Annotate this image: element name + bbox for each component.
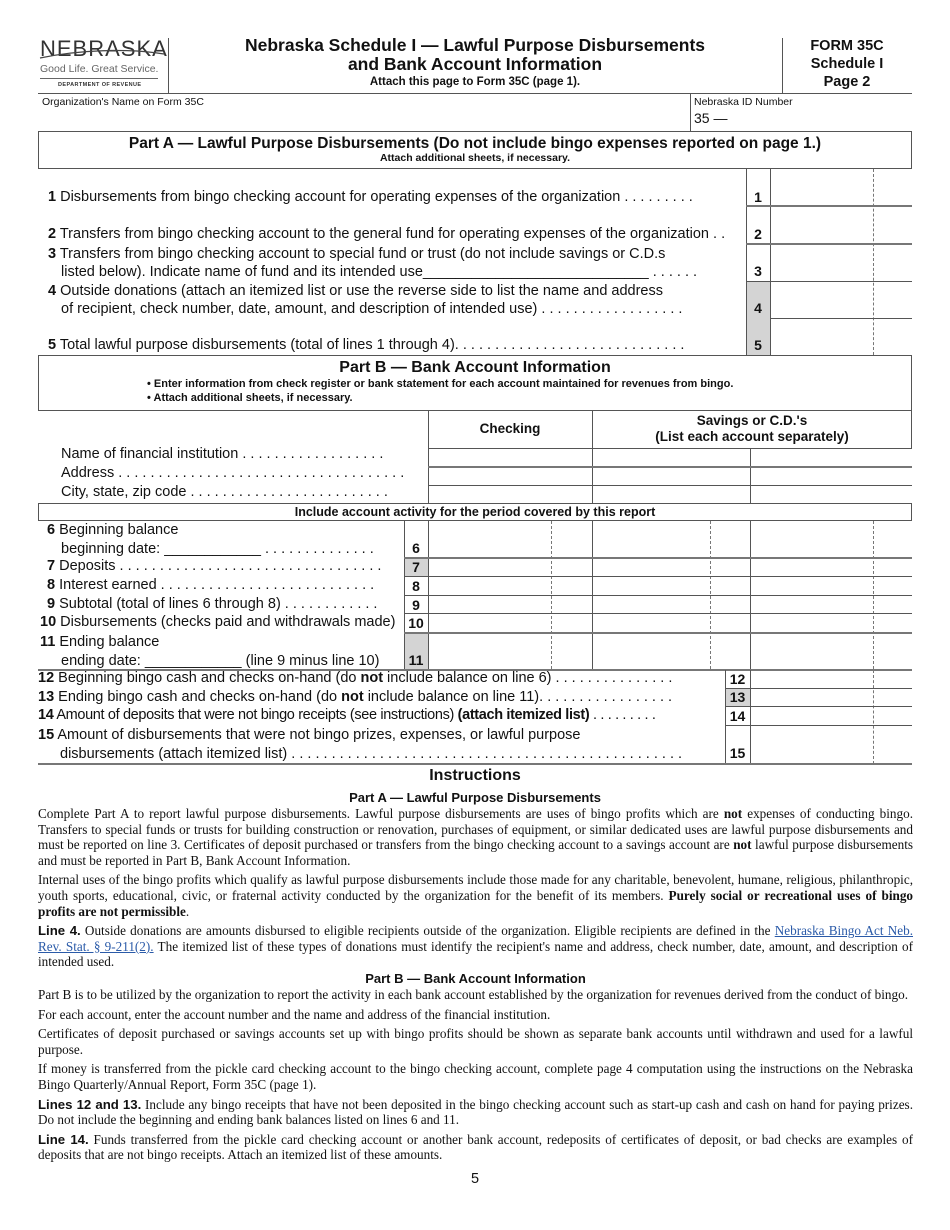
form-id-block [782, 37, 912, 91]
line-8-savings2-field[interactable] [751, 577, 911, 595]
line-8-checking-field[interactable] [429, 577, 591, 595]
nebraska-logo [38, 36, 166, 92]
line-7-checking-field[interactable] [429, 559, 591, 576]
line-5-amount-field[interactable] [771, 319, 911, 355]
savings2-institution-field[interactable] [751, 449, 911, 466]
nebraska-id-prefix: 35 — [694, 110, 728, 126]
activity-line-7: 7 Deposits . . . . . . . . . . . . . . . . . . . . . . . . . . . . . . . . . [47, 558, 382, 574]
line-12-text: 12 Beginning bingo cash and checks on-hand (do not include balance on line 6) . . . . . . . . . . . . . . . [38, 670, 673, 686]
line-4-amount-field[interactable] [771, 282, 911, 318]
info-label-institution: Name of financial institution . . . . . . . . . . . . . . . . . . [61, 446, 384, 462]
instr-line-4-para: Line 4. Outside donations are amounts disbursed to eligible recipients outside of the organization. Eligible recipients are defined in the Nebraska Bingo Act Neb. Rev. Stat. § 9-211(2). The itemized list of these types of donations must identify the recipient's name and address, check number, date, amount, and description of intended used. [38, 923, 913, 970]
line-9-number: 9 [412, 597, 420, 613]
line-12-number: 12 [729, 671, 746, 687]
activity-line-8: 8 Interest earned . . . . . . . . . . . . . . . . . . . . . . . . . . . [47, 577, 375, 593]
form-number: FORM 35C [810, 38, 884, 54]
form-title [170, 36, 780, 74]
instr-line-14-para: Line 14. Funds transferred from the pickle card checking account or another bank account, redeposits of certificates of deposit, or bad checks are examples of deposits that are not bingo receipts. Attach an itemized list of these amounts. [38, 1131, 913, 1163]
line-7-savings2-field[interactable] [751, 559, 911, 576]
line-9-savings2-field[interactable] [751, 596, 911, 613]
line-14-number: 14 [729, 708, 746, 724]
line-15-amount-field[interactable] [751, 726, 911, 763]
part-b-bullet-2: • Attach additional sheets, if necessary. [147, 392, 353, 404]
part-a-title: Part A — Lawful Purpose Disbursements (Do not include bingo expenses reported on page 1.) [128, 135, 822, 152]
line-8-number: 8 [412, 578, 420, 594]
line-6-number: 6 [412, 540, 420, 556]
instructions-body [38, 806, 913, 1167]
part-a-line-1: 1 Disbursements from bingo checking account for operating expenses of the organization . . . . . . . . . [48, 189, 693, 205]
instr-lines-12-13-para: Lines 12 and 13. Include any bingo receipts that have not been deposited in the bingo checking account such as start-up cash and cash on hand for paying prizes. Do not include the beginning and ending bank balances listed on lines 6 and 11. [38, 1096, 913, 1128]
line-6-savings1-field[interactable] [593, 522, 749, 557]
savings1-address-field[interactable] [593, 468, 749, 485]
line-11-number: 11 [408, 652, 424, 668]
savings2-city-field[interactable] [751, 486, 911, 504]
line-13-amount-field[interactable] [751, 689, 911, 706]
info-label-address: Address . . . . . . . . . . . . . . . . . . . . . . . . . . . . . . . . . . . . [61, 465, 405, 481]
line-4-number: 4 [754, 300, 762, 316]
part-b-title: Part B — Bank Account Information [339, 359, 611, 376]
line-3-amount-field[interactable] [771, 245, 911, 281]
savings1-city-field[interactable] [593, 486, 749, 504]
instr-part-a-para-2: Internal uses of the bingo profits which qualify as lawful purpose disbursements include those made for any charitable, benevolent, humane, religious, philanthropic, youth sports, educational, civic, or fraternal activity conducted by the organization for the benefit of its members. Purely social or recreational uses of bingo profits are not permissible. [38, 872, 914, 919]
logo-wordmark: NEBRASKA [40, 36, 168, 61]
part-b-bullet-1: • Enter information from check register or bank statement for each account maintained for revenues from bingo. [147, 378, 734, 390]
part-a-line-2: 2 Transfers from bingo checking account to the general fund for operating expenses of the organization . . [48, 226, 726, 242]
instructions-title: Instructions [429, 767, 521, 784]
org-name-field[interactable] [40, 108, 686, 130]
form-title-line2: and Bank Account Information [347, 54, 603, 74]
schedule-label: Schedule I [810, 56, 884, 72]
line-9-savings1-field[interactable] [593, 596, 749, 613]
line-15-number: 15 [729, 745, 746, 761]
line-5-number: 5 [754, 337, 762, 353]
line-8-savings1-field[interactable] [593, 577, 749, 595]
checking-city-field[interactable] [429, 486, 591, 504]
activity-line-9: 9 Subtotal (total of lines 6 through 8) . . . . . . . . . . . . [47, 596, 378, 612]
line-7-savings1-field[interactable] [593, 559, 749, 576]
activity-line-11: 11 Ending balance ending date: ____________ (line 9 minus line 10) [40, 634, 380, 669]
col-header-savings: Savings or C.D.'s (List each account separately) [655, 413, 849, 444]
part-b-header [38, 355, 912, 411]
instructions-part-a-heading: Part A — Lawful Purpose Disbursements [349, 790, 601, 805]
instr-part-b-para-2: For each account, enter the account number and the name and address of the financial institution. [38, 1006, 551, 1022]
line-10-savings2-field[interactable] [751, 614, 911, 632]
line-11-savings2-field[interactable] [751, 634, 911, 669]
line-12-amount-field[interactable] [751, 671, 911, 688]
col-header-checking: Checking [479, 421, 541, 436]
line-9-checking-field[interactable] [429, 596, 591, 613]
activity-line-6: 6 Beginning balance beginning date: ____________ . . . . . . . . . . . . . . [47, 522, 374, 557]
page-number: 5 [470, 1171, 480, 1187]
instr-part-b-para-4: If money is transferred from the pickle card checking account to the bingo checking account, complete page 4 computation using the instructions on the Nebraska Bingo Quarterly/Annual Report, Form 35C (page 1). [38, 1061, 913, 1092]
line-6-savings2-field[interactable] [751, 522, 911, 557]
line-10-savings1-field[interactable] [593, 614, 749, 632]
instr-part-b-para-3: Certificates of deposit purchased or savings accounts set up with bingo profits should be shown as separate bank accounts until withdrawn and used for a lawful purpose. [38, 1026, 913, 1057]
logo-tagline: Good Life. Great Service. [40, 63, 159, 75]
instr-part-b-para-1: Part B is to be utilized by the organization to report the activity in each bank account established by the organization for revenues derived from the conduct of bingo. [38, 986, 908, 1002]
line-1-amount-field[interactable] [771, 170, 911, 205]
savings2-address-field[interactable] [751, 468, 911, 485]
line-13-number: 13 [729, 689, 746, 705]
line-15-text: 15 Amount of disbursements that were not bingo prizes, expenses, or lawful purpose disbursements (attach itemized list) . . . . . . . . . . . . . . . . . . . . . . . . . . . . . . . . . . . . . . . . . . . . . . . . . [38, 727, 683, 762]
nebraska-bingo-act-link[interactable]: Nebraska Bingo Act Neb. Rev. Stat. § 9-211(2). [38, 923, 913, 954]
form-title-line1: Nebraska Schedule I — Lawful Purpose Disbursements [245, 35, 705, 55]
logo-department: DEPARTMENT OF REVENUE [58, 82, 142, 88]
part-a-line-3: 3 Transfers from bingo checking account to special fund or trust (do not include savings or C.D.s listed below). Indicate name of fund and its intended use____________________________ . . . . . . [48, 246, 698, 280]
instr-part-a-para-1: Complete Part A to report lawful purpose disbursements. Lawful purpose disbursements are uses of bingo profits which are not expenses of conducting bingo. Transfers to special funds or trusts for building construction or renovation, purchases of equipment, or similar dedicated uses are lawful purpose disbursements and must be reported on line 3. Certificates of deposit purchased or transfers from the bingo checking account to a savings account are not lawful purpose disbursements and must be reported in Part B, Bank Account Information. [38, 806, 913, 868]
part-a-header [38, 131, 912, 169]
line-14-text: 14 Amount of deposits that were not bingo receipts (see instructions) (attach itemized list) . . . . . . . . . [38, 707, 656, 723]
nebraska-id-label: Nebraska ID Number [694, 96, 793, 108]
nebraska-id-field[interactable] [730, 108, 910, 130]
line-11-savings1-field[interactable] [593, 634, 749, 669]
savings1-institution-field[interactable] [593, 449, 749, 466]
instructions-part-b-heading: Part B — Bank Account Information [365, 970, 586, 986]
line-14-amount-field[interactable] [751, 707, 911, 725]
page-label: Page 2 [823, 74, 871, 90]
part-a-subtitle: Attach additional sheets, if necessary. [379, 152, 571, 164]
part-a-line-5: 5 Total lawful purpose disbursements (total of lines 1 through 4). . . . . . . . . . . . . . . . . . . . . . . . . . . . . [48, 337, 685, 353]
checking-address-field[interactable] [429, 468, 591, 485]
activity-header: Include account activity for the period covered by this report [38, 503, 912, 521]
activity-line-10: 10 Disbursements (checks paid and withdrawals made) [40, 614, 396, 630]
line-7-number: 7 [412, 559, 420, 575]
line-11-checking-field[interactable] [429, 634, 591, 669]
info-label-city: City, state, zip code . . . . . . . . . . . . . . . . . . . . . . . . . [61, 484, 388, 500]
line-3-number: 3 [754, 263, 762, 279]
line-2-number: 2 [754, 226, 762, 242]
part-a-line-4: 4 Outside donations (attach an itemized list or use the reverse side to list the name and address of recipient, check number, date, amount, and description of intended use) . . . . . . . . . . . . . . . . . . [48, 283, 683, 317]
logo-swoosh-icon [38, 46, 166, 60]
line-6-checking-field[interactable] [429, 522, 591, 557]
form-subtitle: Attach this page to Form 35C (page 1). [369, 76, 581, 88]
line-10-checking-field[interactable] [429, 614, 591, 632]
line-13-text: 13 Ending bingo cash and checks on-hand (do not include balance on line 11). . . . . . . . . . . . . . . . . [38, 689, 673, 705]
checking-institution-field[interactable] [429, 449, 591, 466]
org-name-label: Organization's Name on Form 35C [42, 96, 204, 108]
line-1-number: 1 [754, 189, 762, 205]
line-10-number: 10 [408, 615, 424, 631]
line-2-amount-field[interactable] [771, 207, 911, 243]
